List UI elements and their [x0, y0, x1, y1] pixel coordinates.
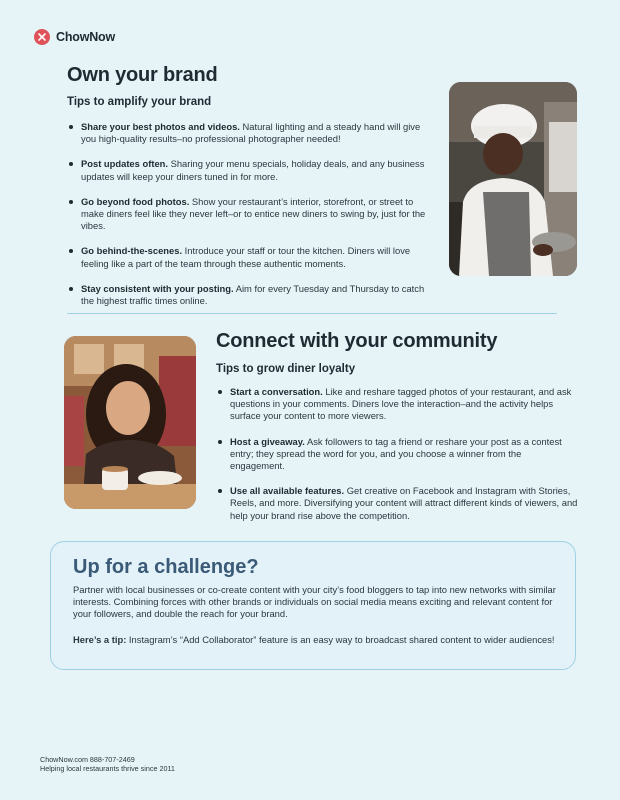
- section2-title: Connect with your community: [216, 330, 498, 352]
- challenge-callout: [50, 541, 576, 670]
- tip-text: Sharing your menu specials, holiday deals, and any business updates will keep your diners tuned in for more.: [81, 158, 425, 182]
- tip-text: Natural lighting and a steady hand will give you high-quality results–no professional photographer needed!: [81, 121, 421, 145]
- tip-heading: Stay consistent with your posting.: [81, 282, 234, 294]
- fork-knife-icon: [34, 29, 50, 45]
- section1-subtitle: Tips to amplify your brand: [67, 96, 212, 108]
- tip-item: [67, 158, 435, 182]
- tip-heading: Go behind-the-scenes.: [81, 245, 183, 257]
- tip-text: Aim for every Tuesday and Thursday to catch the highest traffic times online.: [81, 282, 425, 307]
- tip-heading: Share your best photos and videos.: [81, 121, 240, 132]
- tip-text: Get creative on Facebook and Instagram with Stories, Reels, and more. Diversifying your content will attract different kinds of viewers, and help your brand rise above the competition.: [230, 485, 578, 521]
- section1-tip-list: [67, 121, 435, 307]
- tip-item: [67, 196, 435, 233]
- tip-item: [67, 121, 435, 145]
- tip-heading: Use all available features.: [230, 485, 345, 497]
- section-divider: [67, 313, 557, 314]
- brand-name: ChowNow: [56, 30, 116, 44]
- tip-item: [67, 283, 435, 307]
- challenge-title: Up for a challenge?: [73, 556, 259, 578]
- section2-subtitle: Tips to grow diner loyalty: [216, 363, 356, 375]
- challenge-tip-text: Instagram’s “Add Collaborator” feature is an easy way to broadcast shared content to wider audiences!: [126, 634, 555, 645]
- tip-heading: Start a conversation.: [230, 386, 323, 397]
- tip-item: [216, 436, 578, 473]
- diner-photo: [64, 336, 196, 509]
- chownow-logo: [34, 29, 115, 45]
- challenge-tip-label: Here’s a tip:: [73, 634, 127, 645]
- tip-item: [216, 386, 578, 423]
- tip-heading: Host a giveaway.: [230, 435, 305, 447]
- tip-text: Like and reshare tagged photos of your restaurant, and ask questions in your comments. Diners love the interaction–and the activity helps surface your content to more viewers.: [230, 386, 572, 422]
- tip-item: [67, 245, 435, 269]
- footer-contact: ChowNow.com 888-707-2469: [40, 755, 135, 764]
- chef-photo: [449, 82, 577, 276]
- tip-heading: Go beyond food photos.: [81, 195, 190, 207]
- tip-heading: Post updates often.: [81, 158, 168, 170]
- challenge-tip: [73, 634, 559, 646]
- section1-title: Own your brand: [67, 64, 218, 86]
- challenge-body: Partner with local businesses or co-create content with your city’s food bloggers to tap into new networks with similar interests. Combining forces with other brands or individuals on social media means exciting and relevant content for your followers, and double the reach for your brand.: [73, 584, 556, 620]
- section2-tip-list: [216, 386, 578, 522]
- footer: [40, 756, 175, 774]
- tip-item: [216, 485, 578, 522]
- footer-tagline: Helping local restaurants thrive since 2011: [40, 763, 175, 773]
- tip-text: Ask followers to tag a friend or reshare your post as a contest entry; they spread the word for you, and you choose a winner from the engagement.: [230, 435, 562, 472]
- tip-text: Show your restaurant’s interior, storefront, or street to make diners feel like they never left–or to entice new diners to swing by, just for the vibes.: [81, 195, 426, 232]
- tip-text: Introduce your staff or tour the kitchen. Diners will love feeling like a part of the team through these authentic moments.: [81, 245, 411, 269]
